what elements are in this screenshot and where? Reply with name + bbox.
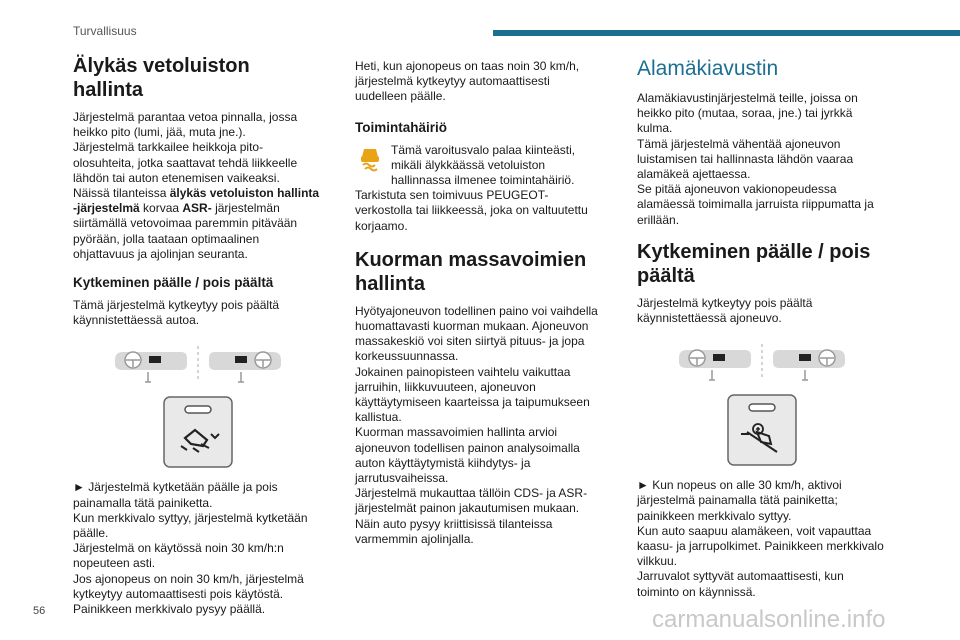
paragraph — [73, 186, 323, 262]
bold-term: ASR- — [182, 201, 212, 216]
dashboard-location-figure — [73, 342, 323, 386]
paragraph: Kuorman massavoimien hallinta arvioi ajoneuvon todellisen painon analysoimalla auton käyttäytymistä kiihdytys- ja jarrutusvaiheissa. — [355, 425, 580, 486]
paragraph: Hyötyajoneuvon todellinen paino voi vaihdella huomattavasti kuorman mukaan. Ajoneuvon massakeskiö voi siten siirtyä pituus- ja jopa korkeussuunnassa. — [355, 303, 598, 364]
traction-control-button-icon — [163, 396, 233, 468]
column-traction-control — [73, 52, 323, 617]
traction-button-figure — [73, 396, 323, 468]
subtitle-on-off: Kytkeminen päälle / pois päältä — [637, 240, 871, 287]
traction-warning-icon — [355, 143, 385, 173]
paragraph: Heti, kun ajonopeus on taas noin 30 km/h, järjestelmä kytkeytyy automaattisesti uudelleen päälle. — [355, 59, 580, 104]
subtitle-on-off: Kytkeminen päälle / pois päältä — [73, 275, 274, 291]
paragraph: Järjestelmä tarkkailee heikkoja pito-olosuhteita, jotka saattavat tehdä liikkeelle lähdön tai auton etenemisen vaikeaksi. — [73, 140, 298, 185]
paragraph: Alamäkiavustinjärjestelmä teille, joissa on heikko pito (mutaa, soraa, jne.) tai jyrkkä kulma. — [637, 91, 858, 136]
paragraph: Jokainen painopisteen vaihtelu vaikuttaa jarruihin, liikkuvuuteen, ajoneuvon käyttäytymiseen kaarteissa ja taipumukseen kallistua. — [355, 364, 590, 425]
text-run: Näissä tilanteissa — [73, 186, 170, 201]
text-run: järjestelmän siirtämällä vetovoimaa paremmin pitävään pyörään, jolla taataan optimaalinen ohjattavuus ja ajolinjan seuranta. — [73, 201, 298, 261]
column-load-control — [355, 59, 605, 547]
paragraph: Järjestelmä mukauttaa tällöin CDS- ja ASR-järjestelmät painon jakautumisen mukaan. Näin auto pysyy kriittisissä tilanteissa varmemmin ajolinjalla. — [355, 486, 588, 546]
text-run: korvaa — [139, 201, 183, 216]
paragraph: Järjestelmä kytkeytyy pois päältä käynnistettäessä ajoneuvo. — [637, 295, 813, 326]
bold-term: älykäs vetoluiston hallinta -järjestelmä — [73, 186, 320, 216]
paragraph: Jarruvalot syttyvät automaattisesti, kun toiminto on käynnissä. — [637, 569, 844, 599]
page-number: 56 — [33, 605, 46, 617]
subtitle-fault: Toimintahäiriö — [355, 119, 448, 135]
paragraph: Kun merkkivalo syttyy, järjestelmä kytketään päälle. — [73, 510, 308, 541]
paragraph: Jos ajonopeus on noin 30 km/h, järjestelmä kytkeytyy automaattisesti pois käytöstä. — [73, 571, 304, 601]
paragraph: Tämä järjestelmä vähentää ajoneuvon luistamisen tai hallinnasta lähdön vaaraa alamäkeä ajettaessa. — [637, 136, 854, 182]
paragraph: Kun auto saapuu alamäkeen, voit vapauttaa kaasu- ja jarrupolkimet. Painikkeen merkkivalo vilkkuu. — [637, 523, 884, 569]
paragraph: Painikkeen merkkivalo pysyy päällä. — [73, 602, 266, 617]
fault-text: Tämä varoitusvalo palaa kiinteästi, mikäli älykkäässä vetoluiston hallinnassa ilmenee toimintahäiriö. — [391, 142, 576, 188]
paragraph: painikkeen merkkivalo syttyy. — [637, 508, 792, 523]
dashboard-location-icon — [677, 340, 847, 384]
dashboard-location-icon — [113, 342, 283, 386]
paragraph: ► Kun nopeus on alle 30 km/h, aktivoi järjestelmä painamalla tätä painiketta; — [637, 478, 842, 508]
dashboard-location-figure — [637, 340, 887, 384]
column-hill-descent — [637, 55, 887, 600]
fault-block — [355, 143, 605, 189]
watermark: carmanualsonline.info — [652, 606, 886, 633]
paragraph: ► Järjestelmä kytketään päälle ja pois painamalla tätä painiketta. — [73, 480, 278, 510]
paragraph: Järjestelmä on käytössä noin 30 km/h:n nopeuteen asti. — [73, 541, 284, 571]
paragraph: Tarkistuta sen toimivuus PEUGEOT-verkostolla tai liikkeessä, joka on valtuutettu korjaamo. — [355, 188, 588, 233]
paragraph: Se pitää ajoneuvon vakionopeudessa alamäessä toimimalla jarruista riippumatta ja erillään. — [637, 182, 874, 227]
header-accent-bar — [493, 30, 960, 36]
title-hill-descent: Alamäkiavustin — [637, 57, 779, 80]
hill-descent-button-icon — [727, 394, 797, 466]
title-traction-control: Älykäs vetoluiston hallinta — [73, 55, 250, 101]
hill-descent-button-figure — [637, 394, 887, 466]
paragraph: Järjestelmä parantaa vetoa pinnalla, jossa heikko pito (lumi, jää, muta jne.). — [73, 110, 298, 140]
title-load-control: Kuorman massavoimien hallinta — [355, 248, 587, 295]
section-title: Turvallisuus — [73, 24, 137, 38]
paragraph: Tämä järjestelmä kytkeytyy pois päältä käynnistettäessä autoa. — [73, 298, 280, 328]
